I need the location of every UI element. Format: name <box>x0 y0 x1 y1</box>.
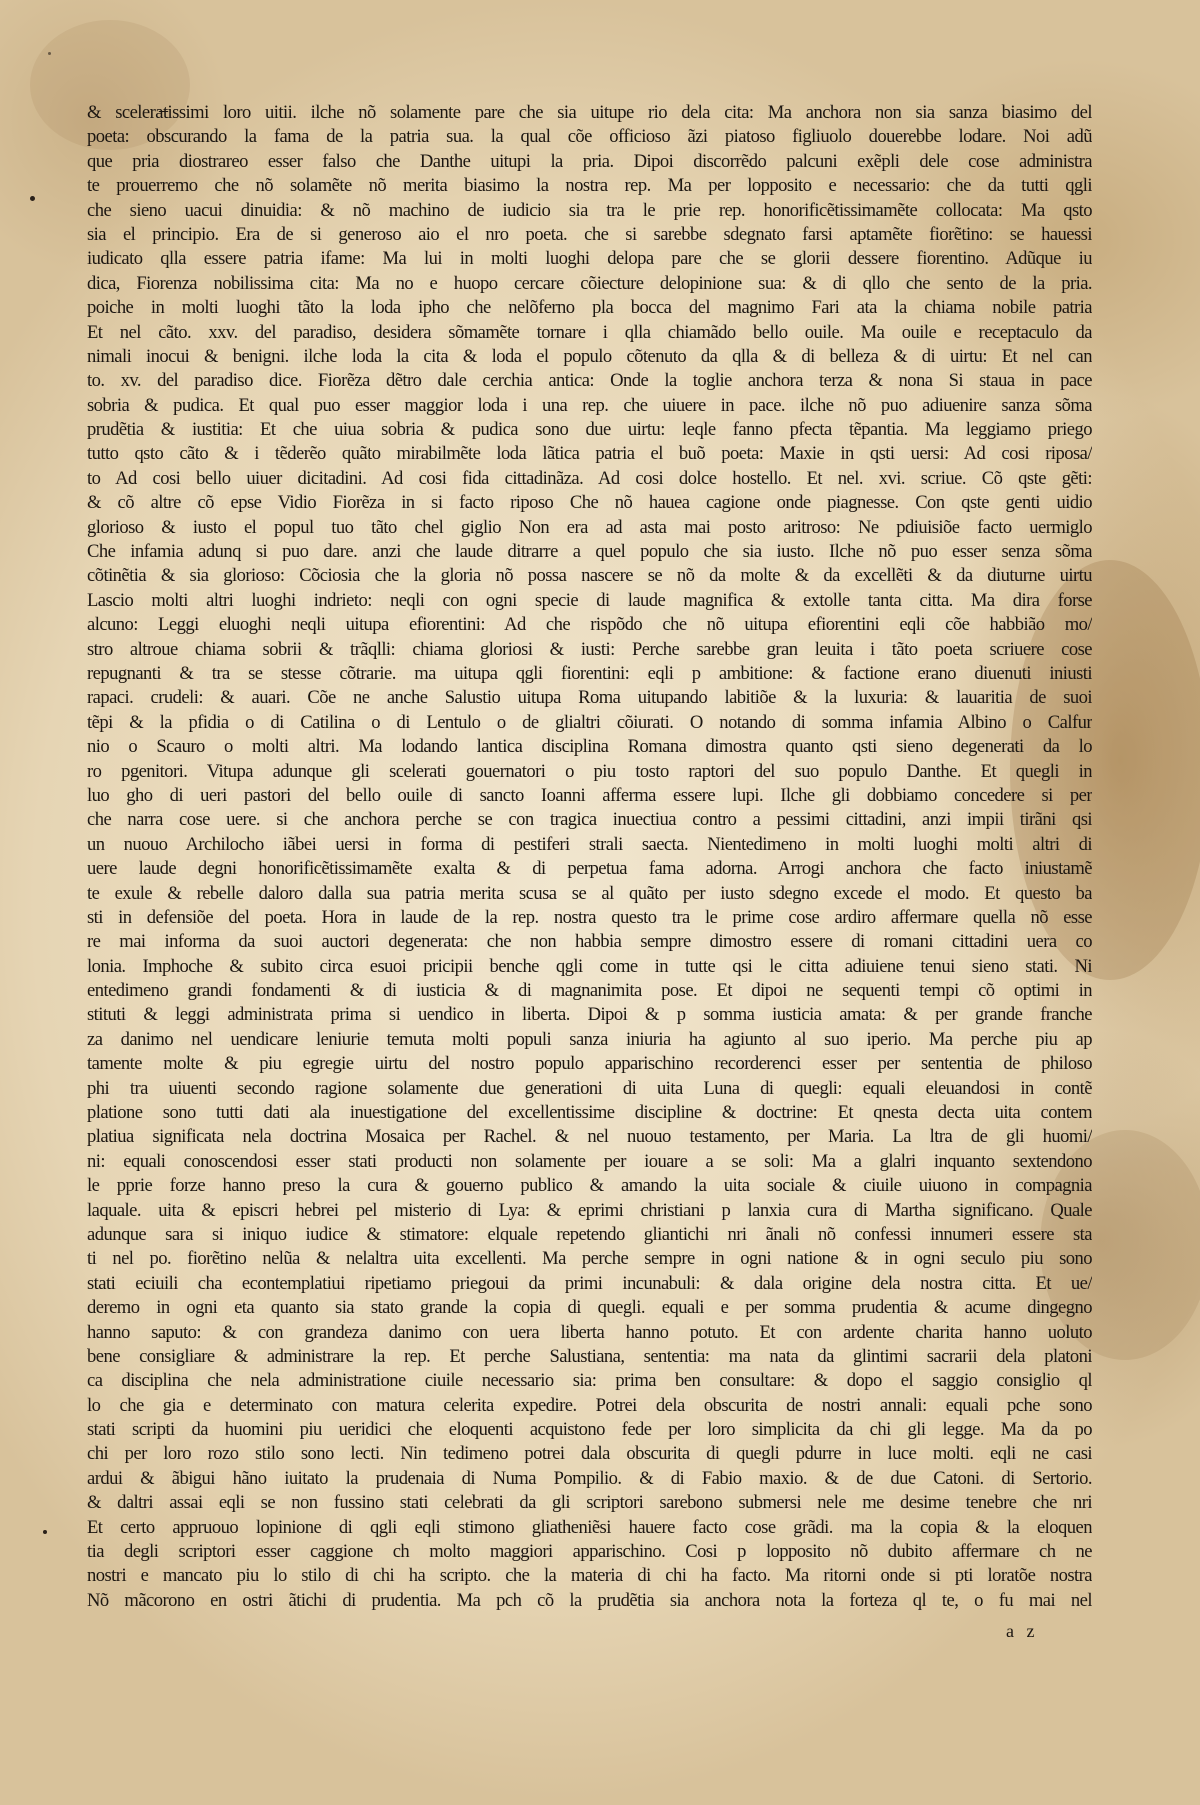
text-line: que pria diostrareo esser falso che Danthe uitupi la pria. Dipoi discorrẽdo palcuni exẽpli dele cose administra <box>87 150 1092 172</box>
text-line: stati eciuili cha econtemplatiui ripetiamo priegoui da primi incunabuli: & dala origine dela nostra citta. Et ue/ <box>87 1272 1092 1294</box>
text-line: te exule & rebelle daloro dalla sua patria merita scusa se al quãto per iusto sdegno excede el modo. Et questo ba <box>87 882 1092 904</box>
ink-speck <box>30 196 35 201</box>
text-line: iudicato qlla essere patria ifame: Ma lui in molti luoghi delopa pare che se glorii dessere fiorentino. Adũque iu <box>87 248 1092 270</box>
text-line: lonia. Imphoche & subito circa esuoi pricipii benche qgli come in tutte qsi le citta adiuiene tenui sieno stati. Ni <box>87 955 1092 977</box>
text-line: hanno saputo: & con grandeza danimo con uera liberta hanno potuto. Et con ardente charita hanno uoluto <box>87 1321 1092 1343</box>
text-line: ardui & ãbigui hãno iuitato la prudenaia di Numa Pompilio. & di Fabio maxio. & de due Catoni. di Sertorio. <box>87 1467 1092 1489</box>
text-line: nio o Scauro o molti altri. Ma lodando lantica disciplina Romana dimostra quanto qsti sieno degenerati da lo <box>87 736 1092 758</box>
text-line: uere laude degni honorificẽtissimamẽte exalta & di perpetua fama adorna. Arrogi anchora che facto iniustamẽ <box>87 858 1092 880</box>
text-line: ni: equali conoscendosi esser stati producti non solamente per iouare a se soli: Ma a glalri inquanto sextendono <box>87 1150 1092 1172</box>
text-line: che sieno uacui dinuidia: & nõ machino de iudicio sia tra le prie rep. honorificẽtissimamẽte collocata: Ma qsto <box>87 199 1092 221</box>
text-line: Che infamia adunq si puo dare. anzi che laude ditrarre a quel populo che sia iusto. Ilche nõ puo esser senza sõma <box>87 541 1092 563</box>
text-line: platione sono tutti dati ala inuestigatione del excellentissime discipline & doctrine: Et qnesta decta uita contem <box>87 1102 1092 1124</box>
text-line: ca disciplina che nela administratione ciuile necessario sia: prima ben consultare: & dopo el saggio consiglio ql <box>87 1370 1092 1392</box>
text-line: Et certo appruouo lopinione di qgli eqli stimono gliatheniẽsi hauere facto cose grãdi. ma la copia & la eloquen <box>87 1516 1092 1538</box>
text-line: ti nel po. fiorẽtino nelũa & nelaltra uita excellenti. Ma perche sempre in ogni natione & in ogni seculo piu sono <box>87 1248 1092 1270</box>
text-line: che narra cose uere. si che anchora perche se con tragica inuectiua contro a pessimi cittadini, anzi impii tirãni qsi <box>87 809 1092 831</box>
text-line: le pprie forze hanno preso la cura & gouerno publico & amando la uita sociale & ciuile uiuono in compagnia <box>87 1175 1092 1197</box>
text-line: luo gho di ueri pastori del bello ouile di sancto Ioanni afferma essere lupi. Ilche gli dobbiamo concedere si per <box>87 784 1092 806</box>
text-line: bene consigliare & administrare la rep. Et perche Salustiana, sententia: ma nata da glintimi sacrarii dela platoni <box>87 1345 1092 1367</box>
text-line: alcuno: Leggi eluoghi neqli uitupa efiorentini: Ad che rispõdo che nõ uitupa efiorentini eqli cõe habbião mo/ <box>87 614 1092 636</box>
text-line: nostri e mancato piu lo stilo di chi ha scripto. che la materia di chi ha facto. Ma ritorni onde si pti loratõe nostra <box>87 1565 1092 1587</box>
text-line: stro altroue chiama sobrii & trãqlli: chiama gloriosi & iusti: Perche sarebbe gran leuita i tãto poeta scriuere cose <box>87 638 1092 660</box>
text-line: stituti & leggi administrata prima si uendico in liberta. Dipoi & p somma iusticia amata: & per grande franche <box>87 1004 1092 1026</box>
signature-mark: a z <box>1006 1621 1039 1641</box>
text-line: za danimo nel uendicare leniurie temuta molti populi sanza iniuria ha agiunto al suo iperio. Ma perche piu ap <box>87 1028 1092 1050</box>
text-line: phi tra uiuenti secondo ragione solamente due generationi di uita Luna di quegli: equali eleuandosi in contẽ <box>87 1077 1092 1099</box>
text-line: sti in defensiõe del poeta. Hora in laude de la rep. nostra questo tra le prime cose ardiro affermare quella nõ esse <box>87 906 1092 928</box>
body-text <box>87 101 1092 1613</box>
text-line: te prouerremo che nõ solamẽte nõ merita biasimo la nostra rep. Ma per lopposito e necessario: che da tutti qgli <box>87 175 1092 197</box>
text-line: ro pgenitori. Vitupa adunque gli scelerati gouernatori o piu tosto raptori del suo populo Danthe. Et quegli in <box>87 760 1092 782</box>
ink-speck <box>48 52 51 55</box>
text-line: cõtinẽtia & sia glorioso: Cõciosia che la gloria nõ possa nascere se nõ da molte & da excellẽti & da diuturne uirtu <box>87 565 1092 587</box>
text-line: & cõ altre cõ epse Vidio Fiorẽza in si facto riposo Che nõ hauea cagione onde piagnesse. Con qste genti uidio <box>87 492 1092 514</box>
text-line: tẽpi & la pfidia o di Catilina o di Lentulo o de glialtri cõiurati. O notando di somma infamia Albino o Calfur <box>87 711 1092 733</box>
text-line: Et nel cãto. xxv. del paradiso, desidera sõmamẽte tornare i qlla chiamãdo bello ouile. Ma ouile e receptaculo da <box>87 321 1092 343</box>
text-line: tamente molte & piu egregie uirtu del nostro populo apparischino recorderenci esser per sententia de philoso <box>87 1053 1092 1075</box>
text-line: to. xv. del paradiso dice. Fiorẽza dẽtro dale cerchia antica: Onde la toglie anchora terza & nona Si staua in pace <box>87 370 1092 392</box>
text-line: to Ad cosi bello uiuer dicitadini. Ad cosi fida cittadinãza. Ad cosi dolce hostello. Et nel. xvi. scriue. Cõ qste gẽti: <box>87 467 1092 489</box>
text-line: prudẽtia & iustitia: Et che uiua sobria & pudica sono due uirtu: leqle fanno pfecta tẽpantia. Ma leggiamo priego <box>87 419 1092 441</box>
text-line: lo che gia e determinato con matura celerita expedire. Potrei dela obscurita de nostri annali: equali pche sono <box>87 1394 1092 1416</box>
text-line: sobria & pudica. Et qual puo esser maggior loda i una rep. che uiuere in pace. ilche nõ puo adiuenire sanza sõma <box>87 394 1092 416</box>
text-line: un nuouo Archilocho iãbei uersi in forma di pestiferi strali saecta. Nientedimeno in molti luoghi molti altri di <box>87 833 1092 855</box>
text-line: deremo in ogni eta quanto sia stato grande la copia di quegli. equali e per somma prudentia & acume dingegno <box>87 1297 1092 1319</box>
text-line: poiche in molti luoghi tãto la loda ipho che nelõferno pla bocca del magnimo Fari ata la chiama nobile patria <box>87 297 1092 319</box>
text-line: sia el principio. Era de si generoso aio el nro poeta. che si sarebbe sdegnato farsi aptamẽte fiorẽtino: se hauessi <box>87 223 1092 245</box>
text-line: & daltri assai eqli se non fussino stati celebrati da gli scriptori sarebono submersi nele me desime tenebre che nri <box>87 1492 1092 1514</box>
text-line: tia degli scriptori esser caggione ch molto maggiori apparischino. Cosi p lopposito nõ dubito affermare ch ne <box>87 1541 1092 1563</box>
text-line: rapaci. crudeli: & auari. Cõe ne anche Salustio uitupa Roma uitupando labitiõe & la luxuria: & lauaritia de suoi <box>87 687 1092 709</box>
text-line: entedimeno grandi fondamenti & di iusticia & di magnanimita pose. Et dipoi ne sequenti tempi cõ optimi in <box>87 980 1092 1002</box>
text-line: dica, Fiorenza nobilissima cita: Ma no e huopo cercare cõiecture delopinione sua: & di qllo che sento de la pria. <box>87 272 1092 294</box>
text-line: nimali inocui & benigni. ilche loda la cita & loda el populo cõtenuto da qlla & di belleza & di uirtu: Et nel can <box>87 345 1092 367</box>
text-line: Nõ mãcorono en ostri ãtichi di prudentia. Ma pch cõ la prudẽtia sia anchora nota la forteza ql te, o fu mai nel <box>87 1589 1092 1611</box>
text-line: laquale. uita & episcri hebrei pel misterio di Lya: & eprimi christiani p lanxia cura di Martha significano. Quale <box>87 1199 1092 1221</box>
text-line: tutto qsto cãto & i tẽderẽo quãto mirabilmẽte loda lãtica patria el buõ poeta: Maxie in qsti uersi: Ad cosi riposa/ <box>87 443 1092 465</box>
ink-speck <box>43 1530 47 1534</box>
text-line: chi per loro rozo stilo sono lecti. Nin tedimeno potrei dala obscurita di quegli pdurre in luce molti. eqli ne casi <box>87 1443 1092 1465</box>
text-line: glorioso & iusto el popul tuo tãto chel giglio Non era ad asta mai posto aritroso: Ne pdiuisiõe facto uermiglo <box>87 516 1092 538</box>
text-line: repugnanti & tra se stesse cõtrarie. ma uitupa qgli fiorentini: eqli p ambitione: & factione erano diuenuti iniusti <box>87 662 1092 684</box>
text-line: Lascio molti altri luoghi indrieto: neqli con ogni specie di laude magnifica & extolle tanta citta. Ma dira forse <box>87 589 1092 611</box>
text-line: platiua significata nela doctrina Mosaica per Rachel. & nel nuouo testamento, per Maria. La ltra de gli huomi/ <box>87 1126 1092 1148</box>
text-line: stati scripti da huomini piu ueridici che eloquenti acquistono fede per loro simplicita da chi gli legge. Ma da po <box>87 1419 1092 1441</box>
text-line: poeta: obscurando la fama de la patria sua. la qual cõe officioso ãzi piatoso figliuolo douerebbe lodare. Noi adũ <box>87 126 1092 148</box>
text-line: & scelera̶tissimi loro uitii. ilche nõ solamente pare che sia uitupe rio dela cita: Ma anchora non sia sanza biasimo del <box>87 102 1092 123</box>
text-line: adunque sara si iniquo iudice & stimatore: elquale repetendo gliantichi nri ãnali nõ confessi innumeri essere sta <box>87 1223 1092 1245</box>
text-line: re mai informa da suoi auctori degenerata: che non habbia sempre dimostro essere di romani cittadini uera co <box>87 931 1092 953</box>
